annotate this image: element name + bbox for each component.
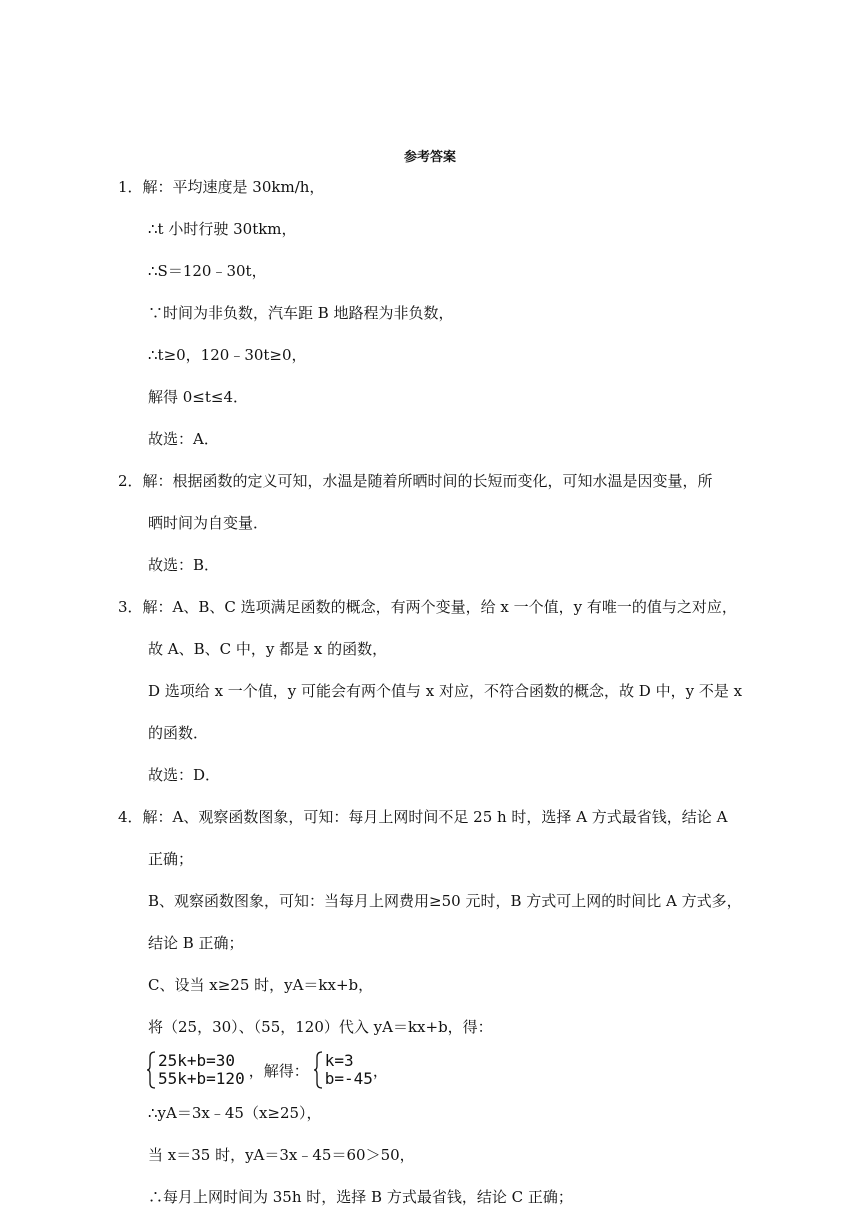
equation-1a: 25k+b=30 [158, 1051, 236, 1070]
answer-2-line-2: 晒时间为自变量． [148, 514, 269, 532]
equation-system-row [146, 1050, 388, 1090]
answer-4-line-6: 将（25，30）、（55，120）代入 yA＝kx+b，得： [148, 1018, 493, 1036]
answer-4-line-1: 4．解：A、观察函数图象，可知：每月上网时间不足 25 h 时，选择 A 方式最省钱，结论 A [118, 808, 728, 826]
equation-solve-text: ，解得： [248, 1061, 309, 1080]
answer-1-line-2: ∴t 小时行驶 30tkm， [148, 220, 297, 238]
equation-end-punct: ， [372, 1061, 388, 1080]
answer-4-line-3: B、观察函数图象，可知：当每月上网费用≥50 元时，B 方式可上网的时间比 A 方式多， [148, 892, 742, 910]
answer-1-line-5: ∴t≥0，120﹣30t≥0， [148, 346, 307, 364]
answer-1-choice: 故选：A． [148, 430, 219, 448]
equation-2b: b=-45 [324, 1069, 373, 1088]
answer-3-choice: 故选：D． [148, 766, 221, 784]
left-brace-icon [146, 1051, 156, 1089]
answer-3-line-1: 3．解：A、B、C 选项满足函数的概念，有两个变量，给 x 一个值，y 有唯一的值与之对应， [118, 598, 737, 616]
answer-3-line-3: D 选项给 x 一个值，y 可能会有两个值与 x 对应，不符合函数的概念，故 D 中，y 不是 x [148, 682, 743, 700]
answer-1-line-6: 解得 0≤t≤4． [148, 388, 249, 406]
answer-4-line-7: ∴yA＝3x﹣45（x≥25）， [148, 1104, 322, 1122]
answer-2-line-1: 2．解：根据函数的定义可知，水温是随着所晒时间的长短而变化，可知水温是因变量，所 [118, 472, 713, 490]
answer-3-line-2: 故 A、B、C 中，y 都是 x 的函数， [148, 640, 388, 658]
answer-4-line-2: 正确； [148, 850, 194, 868]
answer-4-line-8: 当 x＝35 时，yA＝3x﹣45＝60＞50， [148, 1146, 415, 1164]
page-title: 参考答案 [403, 150, 456, 165]
equation-system-2 [313, 1051, 373, 1089]
equation-system-1 [146, 1051, 245, 1089]
answer-2-choice: 故选：B． [148, 556, 220, 574]
answer-3-line-4: 的函数． [148, 724, 209, 742]
answer-1-line-4: ∵时间为非负数，汽车距 B 地路程为非负数， [148, 304, 454, 322]
answer-1-line-1: 1．解：平均速度是 30km/h， [118, 178, 325, 196]
left-brace-icon [313, 1051, 323, 1089]
answer-4-line-5: C、设当 x≥25 时，yA＝kx+b， [148, 976, 374, 994]
equation-1b: 55k+b=120 [158, 1069, 245, 1088]
equation-2a: k=3 [324, 1051, 354, 1070]
answer-4-line-9: ∴每月上网时间为 35h 时，选择 B 方式最省钱，结论 C 正确； [148, 1188, 573, 1206]
answer-4-line-4: 结论 B 正确； [148, 934, 244, 952]
answer-1-line-3: ∴S＝120﹣30t， [148, 262, 267, 280]
